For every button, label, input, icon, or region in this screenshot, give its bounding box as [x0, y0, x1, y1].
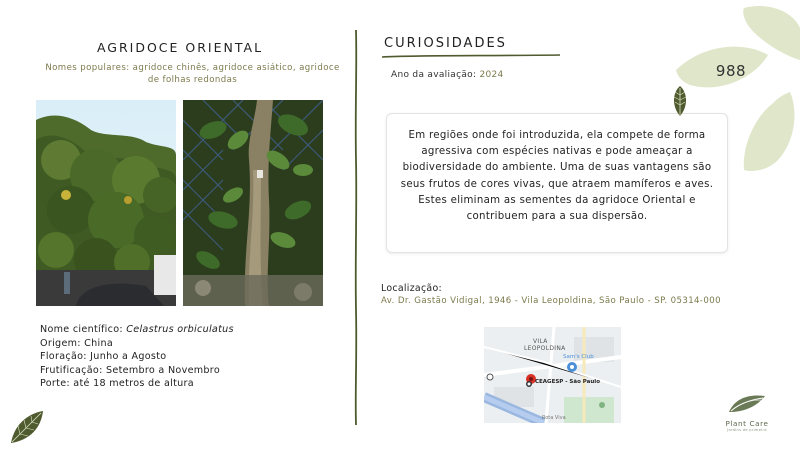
year-label: Ano da avaliação:	[391, 70, 480, 80]
title-underline	[382, 52, 560, 60]
plant-photo-trunk	[183, 100, 323, 306]
brush-divider	[350, 30, 362, 425]
plant-info	[40, 323, 234, 391]
location-map[interactable]	[484, 327, 621, 423]
map-poi-label: Sam's Club	[563, 354, 594, 360]
leaf-icon	[670, 85, 690, 117]
fruiting-row: Frutificação: Setembro a Novembro	[40, 364, 221, 376]
curiosities-text: Em regiões onde foi introduzida, ela compete de forma agressiva com espécies nativas e pode ameaçar a biodiversidade do ambiente. Uma de suas vantagens são seus frutos de cores vivas, que atraem mamíferos e aves. Estes eliminam as sementes da agridoce Oriental e contribuem para a sua dispersão.	[400, 130, 714, 223]
plant-photo-tree	[36, 100, 176, 306]
plant-care-logo	[720, 392, 774, 434]
logo-name: Plant Care	[725, 419, 769, 428]
map-neighborhood-line1: VILA	[533, 338, 548, 345]
map-neighborhood-line2: LEOPOLDINA	[524, 345, 566, 352]
logo-tagline: jardins de primeira	[727, 428, 767, 432]
plant-number-badge: 988	[715, 62, 747, 80]
plant-title: AGRIDOCE ORIENTAL	[96, 40, 264, 55]
scientific-name-row	[40, 323, 234, 337]
leaf-icon-bottom	[8, 408, 46, 446]
scientific-name-label: Nome científico:	[40, 324, 127, 335]
year-value: 2024	[479, 70, 504, 80]
popular-names: Nomes populares: agridoce chinês, agridoce asiático, agridoce de folhas redondas	[45, 63, 340, 85]
map-place-label: CEAGESP - São Paulo	[535, 379, 600, 385]
origin-row: Origem: China	[40, 337, 114, 349]
evaluation-year	[391, 70, 504, 80]
scientific-name: Celastrus orbiculatus	[126, 324, 234, 335]
map-bottom-label: Rota Viva	[542, 415, 566, 421]
location-label: Localização:	[381, 283, 442, 294]
curiosities-title: CURIOSIDADES	[384, 36, 507, 51]
flowering-row: Floração: Junho a Agosto	[40, 351, 167, 363]
logo-leaf-icon	[727, 392, 767, 414]
location-address: Av. Dr. Gastão Vidigal, 1946 - Vila Leopoldina, São Paulo - SP. 05314-000	[381, 296, 722, 306]
size-row: Porte: até 18 metros de altura	[40, 378, 194, 390]
